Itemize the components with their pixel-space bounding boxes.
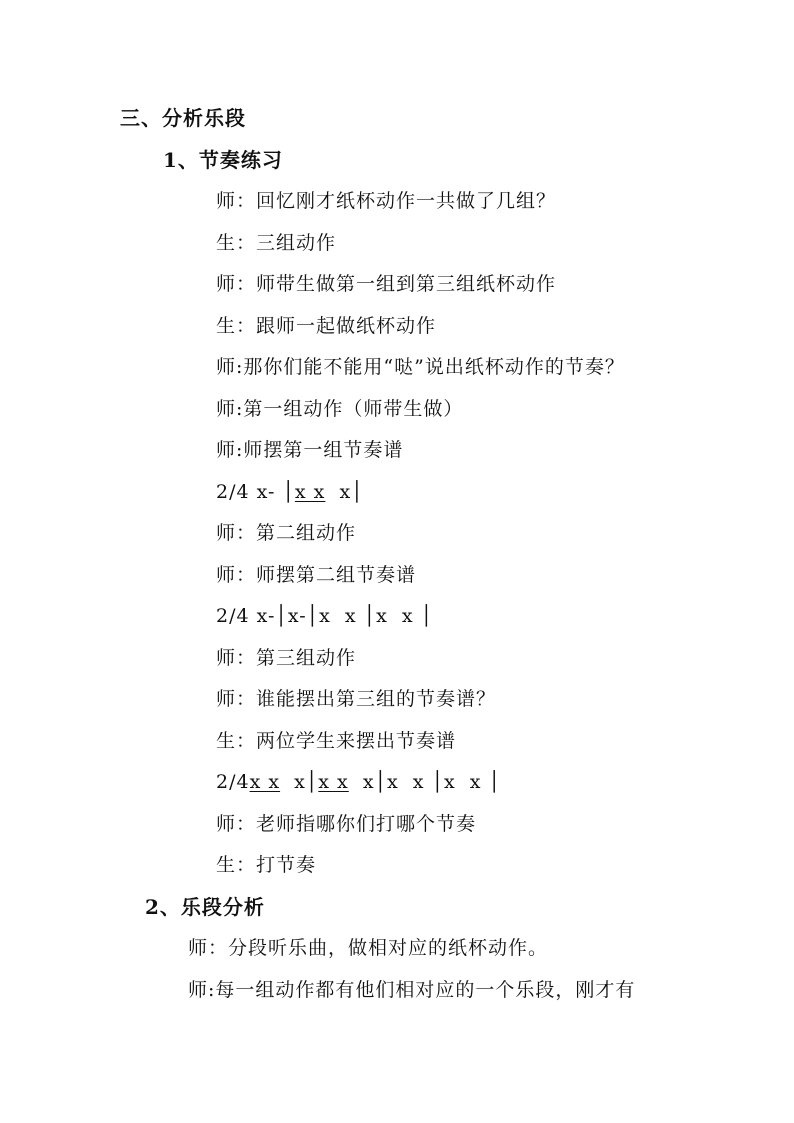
dialogue-line: 师：分段听乐曲，做相对应的纸杯动作。	[188, 937, 549, 959]
dialogue-line: 师：第三组动作	[216, 647, 357, 669]
dialogue-line: 师：第二组动作	[216, 522, 357, 544]
dialogue-line: 师:第一组动作（师带生做）	[216, 398, 464, 420]
dialogue-line: 生：两位学生来摆出节奏谱	[216, 730, 457, 752]
dialogue-line: 师:那你们能不能用“哒”说出纸杯动作的节奏？	[216, 356, 625, 378]
rhythm-notation-2: 2/4 x-│x-│x x │x x │	[216, 605, 434, 627]
dialogue-line: 师：师带生做第一组到第三组纸杯动作	[216, 273, 557, 295]
rhythm-suffix: x│x x │x x │	[348, 771, 501, 793]
dialogue-line: 师：回忆刚才纸杯动作一共做了几组？	[216, 190, 557, 212]
rhythm-notation-3	[216, 770, 501, 794]
dialogue-line: 师：师摆第二组节奏谱	[216, 564, 417, 586]
rhythm-prefix: 2/4	[216, 771, 250, 793]
dialogue-line: 师：老师指哪你们打哪个节奏	[216, 813, 477, 835]
dialogue-line: 师:每一组动作都有他们相对应的一个乐段，刚才有	[188, 979, 636, 1001]
subsection-heading-rhythm-practice: 1、节奏练习	[163, 148, 283, 172]
rhythm-suffix: x│	[325, 481, 364, 503]
rhythm-underlined: x x	[318, 771, 349, 793]
dialogue-line: 师：谁能摆出第三组的节奏谱？	[216, 688, 497, 710]
rhythm-underlined: x x	[249, 771, 281, 793]
dialogue-line: 生：打节奏	[216, 854, 317, 876]
rhythm-underlined: x x	[294, 481, 326, 503]
rhythm-middle: x│	[280, 771, 319, 793]
dialogue-line: 师:师摆第一组节奏谱	[216, 439, 404, 461]
subsection-heading-section-analysis: 2、乐段分析	[145, 895, 265, 919]
section-heading: 三、分析乐段	[120, 106, 246, 130]
dialogue-line: 生：跟师一起做纸杯动作	[216, 315, 437, 337]
rhythm-notation-1	[216, 480, 364, 504]
dialogue-line: 生：三组动作	[216, 232, 337, 254]
rhythm-prefix: 2/4 x- │	[216, 481, 295, 503]
